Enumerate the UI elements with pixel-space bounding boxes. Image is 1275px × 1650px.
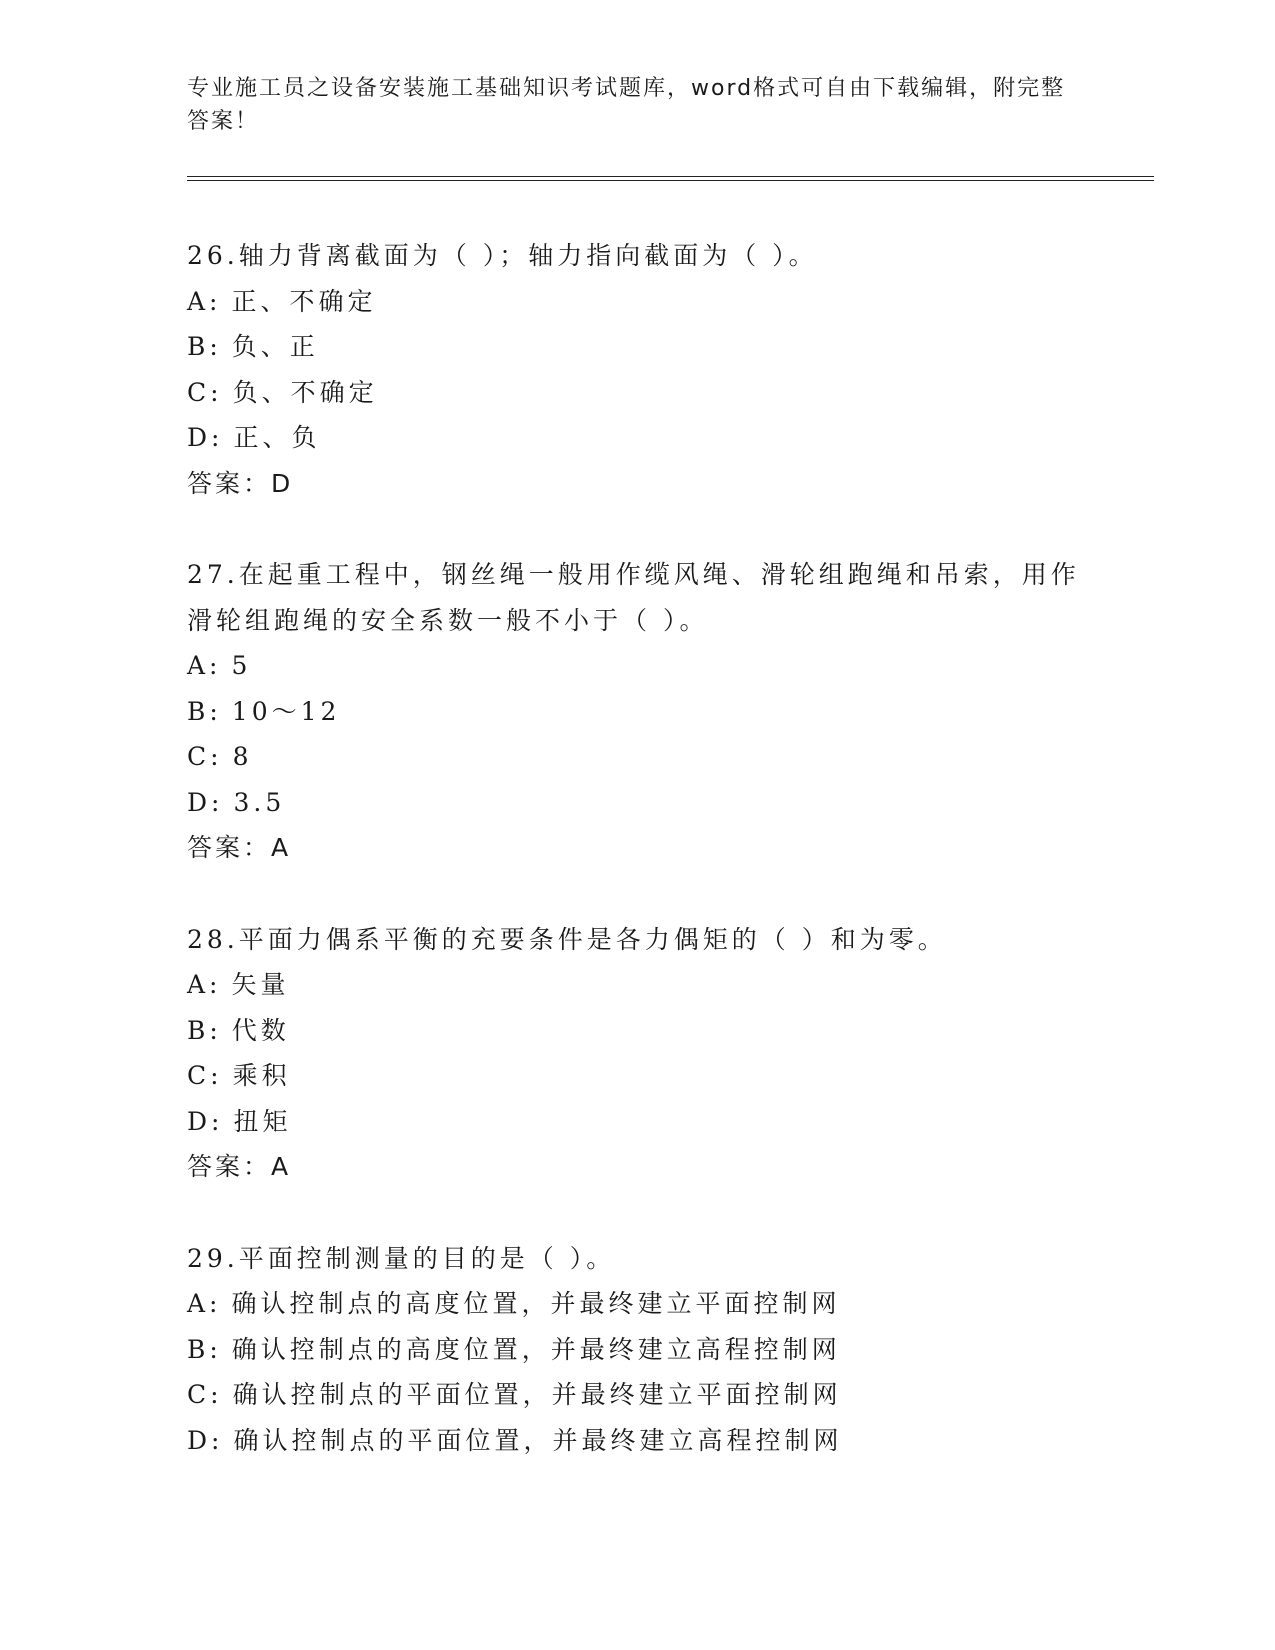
option-text: 正、负 xyxy=(233,423,321,452)
option-d xyxy=(187,415,1087,461)
answer-text: 答案：D xyxy=(187,468,294,498)
option-key: A: xyxy=(187,1289,222,1318)
option-a xyxy=(187,1281,1087,1327)
option-key: C: xyxy=(187,377,223,407)
option-d xyxy=(187,1418,1087,1464)
option-text: 8 xyxy=(232,742,253,771)
document-header: 专业施工员之设备安装施工基础知识考试题库，word格式可自由下载编辑，附完整答案！ xyxy=(187,76,1066,134)
question-item xyxy=(187,1236,1087,1464)
question-item xyxy=(187,917,1087,1190)
question-title: 28.平面力偶系平衡的充要条件是各力偶矩的（ ）和为零。 xyxy=(187,924,947,954)
option-key: D: xyxy=(187,787,224,817)
option-d xyxy=(187,1099,1087,1145)
header-divider xyxy=(187,176,1154,181)
option-c xyxy=(187,370,1087,416)
option-key: D: xyxy=(187,1106,224,1136)
question-item xyxy=(187,552,1087,871)
option-key: C: xyxy=(187,742,223,771)
option-b xyxy=(187,689,1087,735)
option-key: C: xyxy=(187,1061,223,1090)
option-text: 代数 xyxy=(231,1015,290,1045)
option-text: 负、正 xyxy=(231,332,319,361)
option-text: 确认控制点的高度位置，并最终建立高程控制网 xyxy=(231,1334,841,1364)
option-key: D: xyxy=(187,1425,224,1455)
option-text: 3.5 xyxy=(233,787,286,817)
option-text: 10～12 xyxy=(231,696,341,726)
option-text: 5 xyxy=(231,651,252,680)
option-text: 确认控制点的平面位置，并最终建立高程控制网 xyxy=(233,1425,843,1455)
option-c xyxy=(187,1053,1087,1099)
option-a xyxy=(187,279,1087,325)
option-key: C: xyxy=(187,1380,223,1409)
option-key: A: xyxy=(187,970,222,999)
question-title: 26.轴力背离截面为（ ）；轴力指向截面为（ ）。 xyxy=(187,241,818,270)
option-text: 扭矩 xyxy=(233,1106,292,1136)
option-b xyxy=(187,1327,1087,1373)
option-key: B: xyxy=(187,1334,222,1364)
option-a xyxy=(187,643,1087,689)
option-text: 乘积 xyxy=(232,1061,291,1090)
question-item xyxy=(187,233,1087,506)
option-c xyxy=(187,734,1087,780)
option-text: 确认控制点的高度位置，并最终建立平面控制网 xyxy=(231,1289,841,1318)
option-key: B: xyxy=(187,332,222,361)
option-text: 负、不确定 xyxy=(232,377,378,407)
option-a xyxy=(187,962,1087,1008)
option-b xyxy=(187,1008,1087,1054)
option-key: B: xyxy=(187,1015,222,1045)
option-key: A: xyxy=(187,286,222,316)
option-text: 矢量 xyxy=(231,970,290,999)
option-text: 正、不确定 xyxy=(231,286,377,316)
answer-text: 答案：A xyxy=(187,1152,292,1181)
question-list xyxy=(187,233,1087,1509)
option-b xyxy=(187,324,1087,370)
option-text: 确认控制点的平面位置，并最终建立平面控制网 xyxy=(232,1380,842,1409)
option-d xyxy=(187,780,1087,826)
question-title: 27.在起重工程中，钢丝绳一般用作缆风绳、滑轮组跑绳和吊索，用作滑轮组跑绳的安全系数一般不小于（ ）。 xyxy=(187,560,1080,635)
option-c xyxy=(187,1372,1087,1418)
option-key: A: xyxy=(187,651,222,680)
answer-text: 答案：A xyxy=(187,833,292,862)
option-key: B: xyxy=(187,696,222,726)
question-title: 29.平面控制测量的目的是（ ）。 xyxy=(187,1243,616,1273)
option-key: D: xyxy=(187,423,224,452)
